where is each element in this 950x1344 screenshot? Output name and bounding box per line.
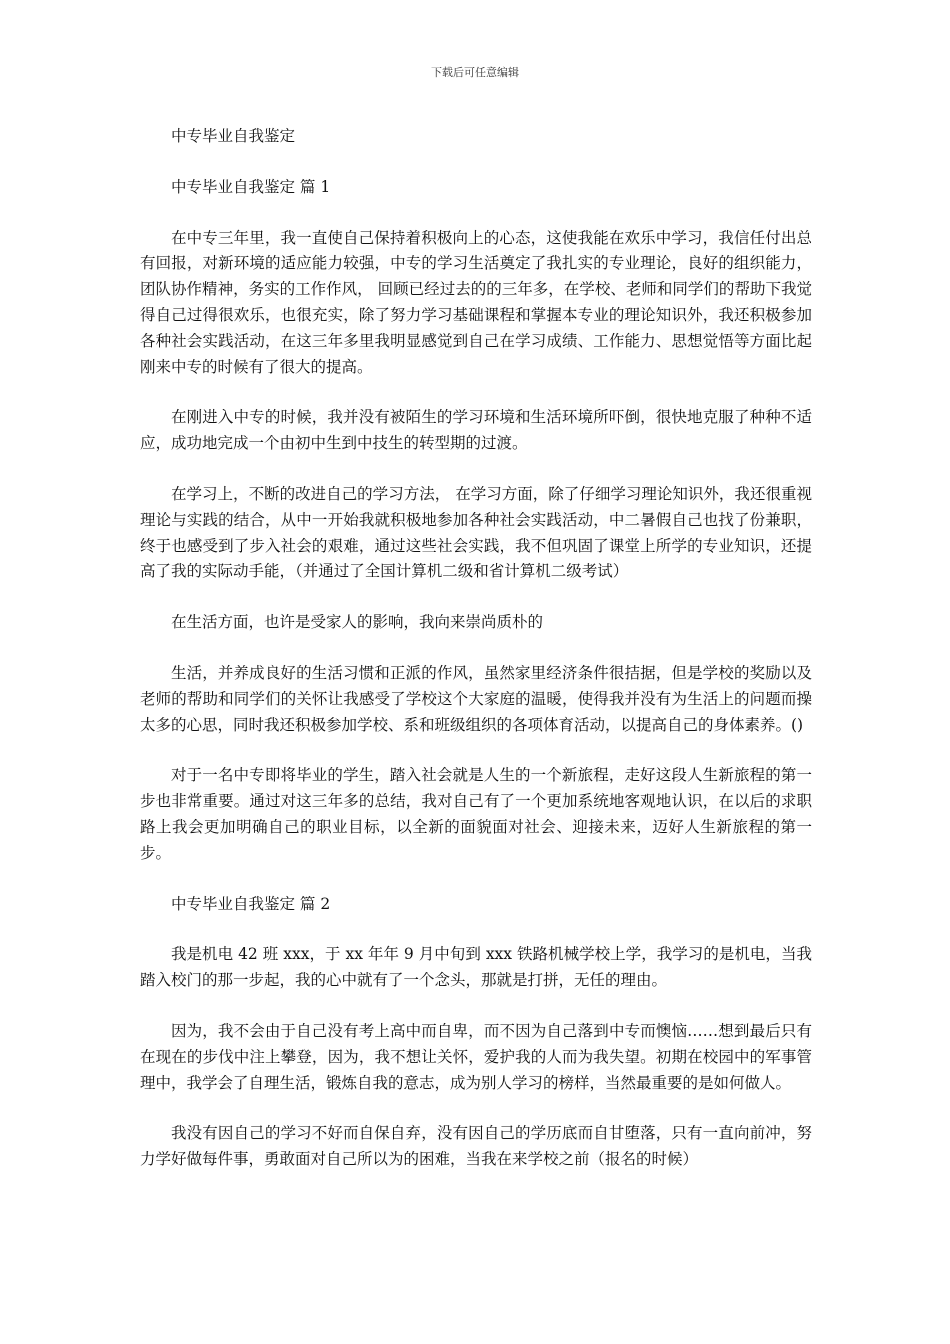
section-1-paragraph: 在刚进入中专的时候，我并没有被陌生的学习环境和生活环境所吓倒，很快地克服了种种不适应，成功地完成一个由初中生到中技生的转型期的过渡。 [140, 408, 812, 453]
section-1-paragraph: 对于一名中专即将毕业的学生，踏入社会就是人生的一个新旅程，走好这段人生新旅程的第一步也非常重要。通过对这三年多的总结，我对自己有了一个更加系统地客观地认识，在以后的求职路上我会更加明确自己的职业目标，以全新的面貌面对社会、迎接未来，迈好人生新旅程的第一步。 [140, 766, 812, 862]
section-1-paragraph: 在学习上，不断的改进自己的学习方法， 在学习方面，除了仔细学习理论知识外，我还很重视理论与实践的结合，从中一开始我就积极地参加各种社会实践活动，中二暑假自己也找了份兼职，终于也感受到了步入社会的艰难，通过这些社会实践，我不但巩固了课堂上所学的专业知识，还提高了我的实际动手能，（并通过了全国计算机二级和省计算机二级考试） [140, 484, 812, 581]
section-1-paragraph: 在中专三年里，我一直使自己保持着积极向上的心态，这使我能在欢乐中学习，我信任付出总有回报，对新环境的适应能力较强，中专的学习生活奠定了我扎实的专业理论，良好的组织能力，团队协作精神，务实的工作作风， 回顾已经过去的的三年多，在学校、老师和同学们的帮助下我觉得自己过得很欢乐，也很充实，除了努力学习基础课程和掌握本专业的理论知识外，我还积极参加各种社会实践活动，在这三年多里我明显感觉到自己在学习成绩、工作能力、思想觉悟等方面比起刚来中专的时候有了很大的提高。 [140, 228, 812, 376]
section-2-paragraph: 因为，我不会由于自己没有考上高中而自卑，而不因为自己落到中专而懊恼……想到最后只有在现在的步伐中注上攀登，因为，我不想让关怀，爱护我的人而为我失望。初期在校园中的军事管理中，我学会了自理生活，锻炼自我的意志，成为别人学习的榜样，当然最重要的是如何做人。 [140, 1021, 812, 1092]
section-1-heading: 中专毕业自我鉴定 篇 1 [171, 177, 331, 196]
section-2-paragraph: 我是机电 42 班 xxx，于 xx 年年 9 月中旬到 xxx 铁路机械学校上学，我学习的是机电，当我踏入校门的那一步起，我的心中就有了一个念头，那就是打拼，无任的理由。 [140, 945, 812, 990]
document-body [140, 124, 812, 1198]
header-note: 下载后可任意编辑 [431, 66, 519, 79]
section-2-heading: 中专毕业自我鉴定 篇 2 [171, 894, 331, 913]
section-2-paragraph: 我没有因自己的学习不好而自保自弃，没有因自己的学历底而自甘堕落，只有一直向前冲，努力学好做每件事，勇敢面对自己所以为的困难，当我在来学校之前（报名的时候） [140, 1124, 812, 1169]
section-1-paragraph: 在生活方面，也许是受家人的影响，我向来崇尚质朴的 [171, 613, 544, 632]
section-1-paragraph: 生活，并养成良好的生活习惯和正派的作风，虽然家里经济条件很拮据，但是学校的奖励以及老师的帮助和同学们的关怀让我感受了学校这个大家庭的温暖，使得我并没有为生活上的问题而操太多的心思，同时我还积极参加学校、系和班级组织的各项体育活动，以提高自己的身体素养。() [140, 663, 812, 734]
document-title: 中专毕业自我鉴定 [171, 127, 296, 145]
